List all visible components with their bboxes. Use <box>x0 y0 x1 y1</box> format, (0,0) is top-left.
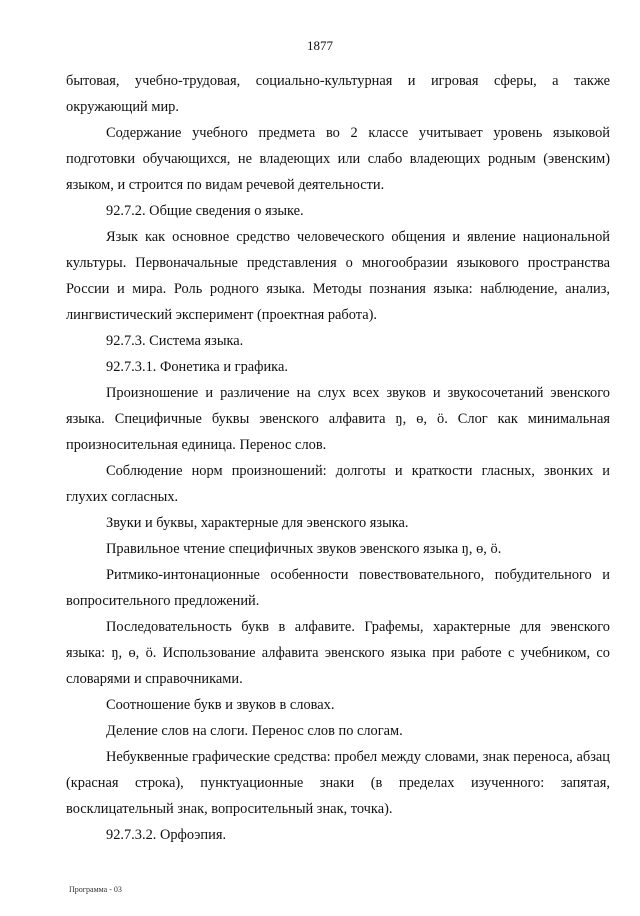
paragraph: бытовая, учебно-трудовая, социально-культурная и игровая сферы, а также окружающий мир. <box>66 73 610 115</box>
section-heading: 92.7.3.2. Орфоэпия. <box>106 827 227 843</box>
paragraph: Звуки и буквы, характерные для эвенского языка. <box>106 515 409 531</box>
paragraph: Ритмико-интонационные особенности повествовательного, побудительного и вопросительного предложений. <box>66 567 610 609</box>
document-body <box>66 68 610 848</box>
page-number: 1877 <box>307 38 333 53</box>
paragraph: Правильное чтение специфичных звуков эвенского языка ŋ, ө, ӧ. <box>106 541 502 557</box>
paragraph: Соотношение букв и звуков в словах. <box>106 697 335 713</box>
paragraph: Небуквенные графические средства: пробел между словами, знак переноса, абзац (красная строка), пунктуационные знаки (в пределах изученного: запятая, восклицательный знак, вопросительный знак, точка). <box>66 749 610 817</box>
paragraph: Содержание учебного предмета во 2 классе учитывает уровень языковой подготовки обучающихся, не владеющих или слабо владеющих родным (эвенским) языком, и строится по видам речевой деятельности. <box>66 125 610 193</box>
section-heading: 92.7.3. Система языка. <box>106 333 244 349</box>
paragraph: Язык как основное средство человеческого общения и явление национальной культуры. Первоначальные представления о многообразии языкового пространства России и мира. Роль родного языка. Методы познания языка: наблюдение, анализ, лингвистический эксперимент (проектная работа). <box>66 229 610 323</box>
paragraph: Произношение и различение на слух всех звуков и звукосочетаний эвенского языка. Специфичные буквы эвенского алфавита ŋ, ө, ӧ. Слог как минимальная произносительная единица. Перенос слов. <box>66 385 610 453</box>
section-heading: 92.7.2. Общие сведения о языке. <box>106 203 304 219</box>
paragraph: Деление слов на слоги. Перенос слов по слогам. <box>106 723 403 739</box>
page-footer: Программа - 03 <box>69 885 122 894</box>
paragraph: Последовательность букв в алфавите. Графемы, характерные для эвенского языка: ŋ, ө, ӧ. Использование алфавита эвенского языка при работе с учебником, со словарями и справочниками. <box>66 619 610 687</box>
section-heading: 92.7.3.1. Фонетика и графика. <box>106 359 288 375</box>
paragraph: Соблюдение норм произношений: долготы и краткости гласных, звонких и глухих согласных. <box>66 463 610 505</box>
